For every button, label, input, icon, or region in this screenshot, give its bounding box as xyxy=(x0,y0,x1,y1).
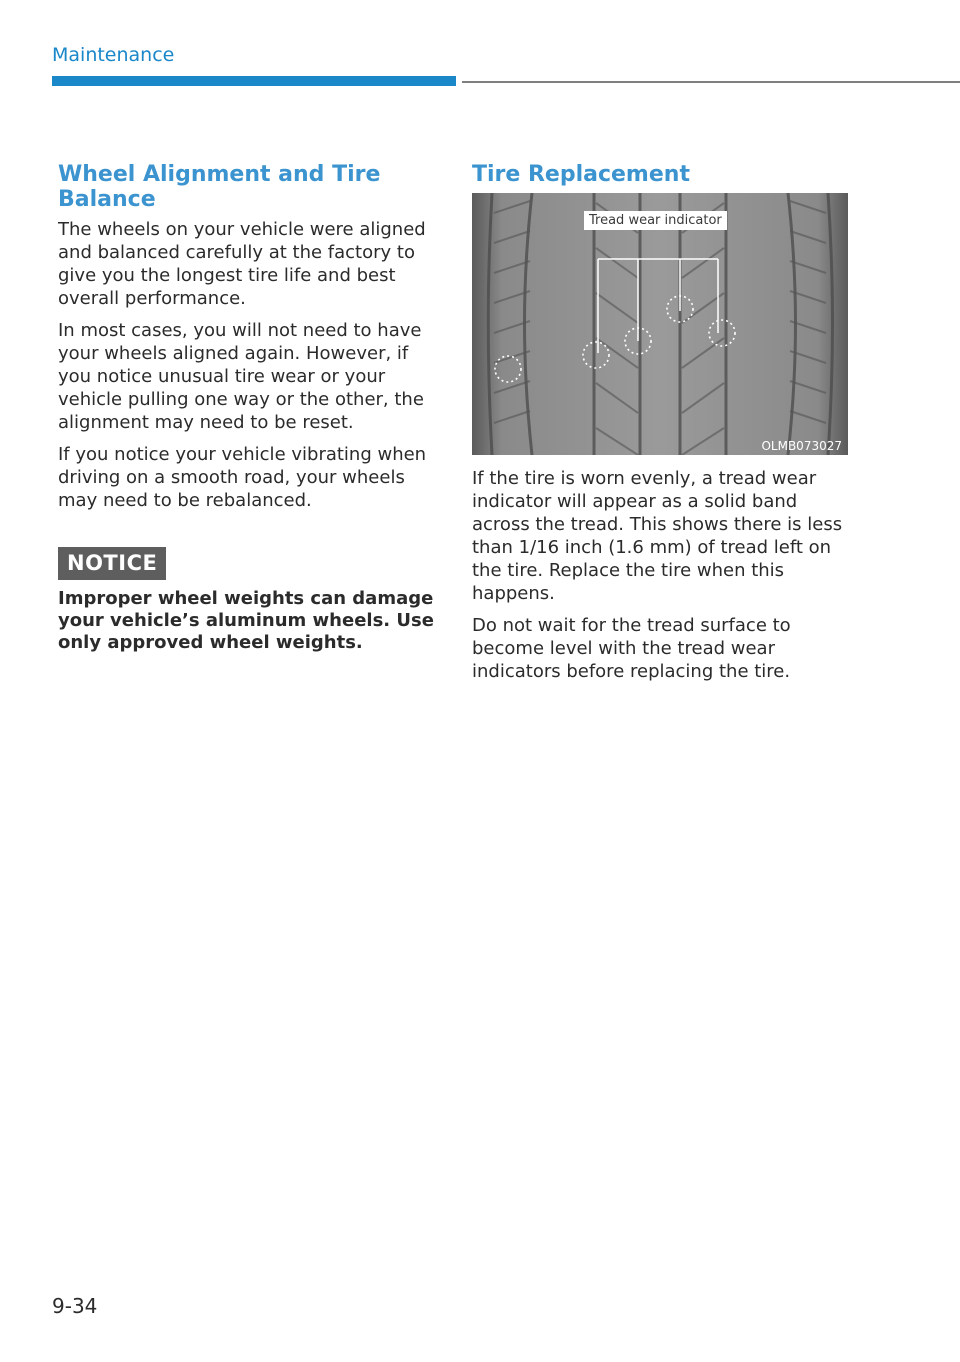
replacement-paragraph-1: If the tire is worn evenly, a tread wear indicator will appear as a solid band across the tread. This shows there is less than 1/16 inch (1.6 mm) of tread left on the tire. Replace the tire when this happens. xyxy=(472,468,843,604)
alignment-paragraph-2: In most cases, you will not need to have your wheels aligned again. However, if you notice unusual tire wear or your vehicle pulling one way or the other, the alignment may need to be reset. xyxy=(58,320,424,433)
notice-badge: NOTICE xyxy=(58,547,166,580)
section-title: Maintenance xyxy=(52,44,175,66)
header-rule xyxy=(462,81,960,83)
left-column xyxy=(58,162,442,654)
right-column xyxy=(472,162,852,692)
wheel-alignment-heading: Wheel Alignment and Tire Balance xyxy=(58,162,381,212)
notice-text: Improper wheel weights can damage your vehicle’s aluminum wheels. Use only approved wheel weights. xyxy=(58,588,434,653)
page-number: 9-34 xyxy=(52,1294,98,1318)
alignment-paragraph-3: If you notice your vehicle vibrating when driving on a smooth road, your wheels may need to be rebalanced. xyxy=(58,444,427,511)
alignment-paragraph-1: The wheels on your vehicle were aligned and balanced carefully at the factory to give you the longest tire life and best overall performance. xyxy=(58,219,426,309)
tread-wear-indicator-label: Tread wear indicator xyxy=(584,211,727,230)
tire-replacement-heading: Tire Replacement xyxy=(472,162,690,187)
tread-wear-figure xyxy=(472,193,848,455)
figure-code: OLMB073027 xyxy=(761,439,842,453)
tire-tread-illustration xyxy=(472,193,848,455)
replacement-paragraph-2: Do not wait for the tread surface to become level with the tread wear indicators before replacing the tire. xyxy=(472,615,791,682)
header-accent-bar xyxy=(52,76,456,86)
